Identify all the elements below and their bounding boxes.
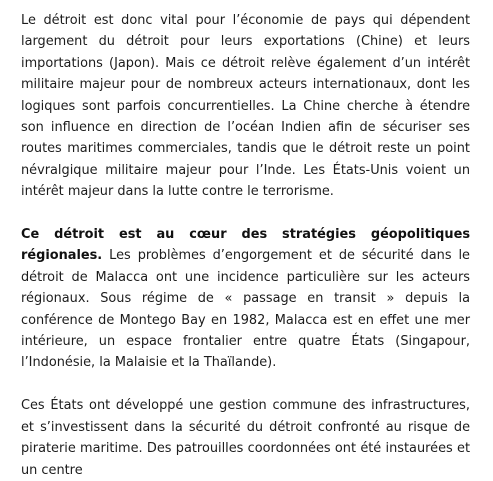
paragraph-1 [21,10,470,203]
paragraph-2-lead: Ce détroit est au cœur des stratégies géopolitiques régionales. [21,227,470,264]
paragraph-3 [21,395,470,481]
paragraph-3-text: Ces États ont développé une gestion commune des infrastructures, et s’investissent dans la sécurité du détroit confronté au risque de piraterie maritime. Des patrouilles coordonnées ont été instaurées et un centre [21,398,470,478]
paragraph-2-text: Les problèmes d’engorgement et de sécurité dans le détroit de Malacca ont une incidence particulière sur les acteurs régionaux. Sous régime de « passage en transit » depuis la conférence de Montego Bay en 1982, Malacca est en effet une mer intérieure, un espace frontalier entre quatre États (Singapour, l’Indonésie, la Malaisie et la Thaïlande). [21,248,470,371]
paragraph-2 [21,224,470,374]
paragraph-1-text: Le détroit est donc vital pour l’économie de pays qui dépendent largement du détroit pour leurs exportations (Chine) et leurs importations (Japon). Mais ce détroit relève également d’un intérêt militaire majeur pour de nombreux acteurs internationaux, dont les logiques sont parfois concurrentielles. La Chine cherche à étendre son influence en direction de l’océan Indien afin de sécuriser ses routes maritimes commerciales, tandis que le détroit reste un point névralgique militaire majeur pour l’Inde. Les États-Unis voient un intérêt majeur dans la lutte contre le terrorisme. [21,13,470,200]
article-body [21,10,470,481]
